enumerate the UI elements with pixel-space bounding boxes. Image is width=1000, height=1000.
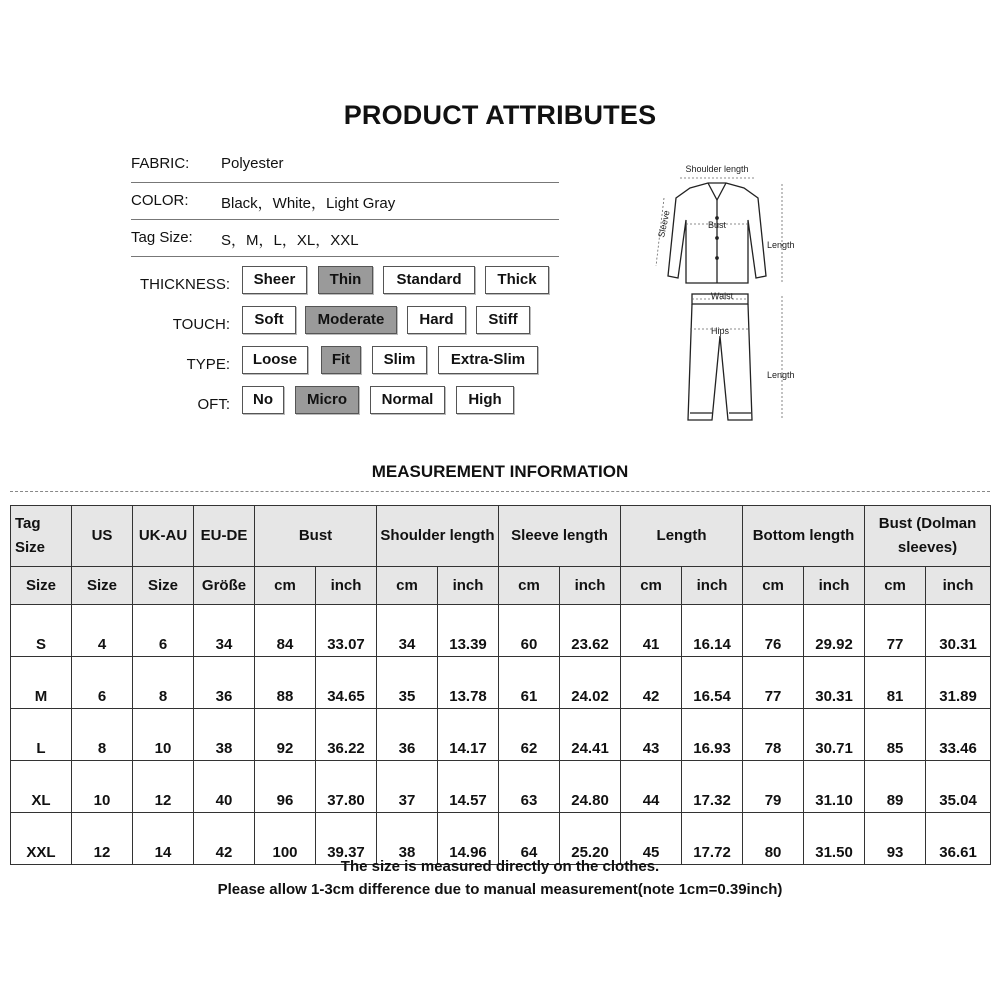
table-cell: 25.20	[560, 813, 621, 865]
table-cell: 39.37	[316, 813, 377, 865]
table-cell: 24.02	[560, 657, 621, 709]
header-cell: UK-AU	[133, 506, 194, 567]
sleeve-label: Sleeve	[656, 209, 672, 239]
table-cell: 16.93	[682, 709, 743, 761]
option-thick: Thick	[485, 266, 549, 294]
option-micro-selected: Micro	[295, 386, 359, 414]
subheader-cell: inch	[316, 567, 377, 605]
table-cell: 31.50	[804, 813, 865, 865]
table-cell: XL	[11, 761, 72, 813]
scale-label-touch: TOUCH:	[172, 316, 230, 333]
table-cell: 31.89	[926, 657, 991, 709]
scale-label-thickness: THICKNESS:	[139, 276, 230, 293]
header-cell: Length	[621, 506, 743, 567]
table-cell: 60	[499, 605, 560, 657]
waist-label: Waist	[710, 291, 734, 301]
table-cell: 85	[865, 709, 926, 761]
subheader-cell: Größe	[194, 567, 255, 605]
table-cell: 17.72	[682, 813, 743, 865]
table-cell: 30.71	[804, 709, 865, 761]
subheader-cell: Size	[72, 567, 133, 605]
table-cell: 79	[743, 761, 804, 813]
header-cell: Tag Size	[11, 506, 72, 567]
table-cell: 38	[194, 709, 255, 761]
table-cell: 33.07	[316, 605, 377, 657]
table-cell: 35	[377, 657, 438, 709]
subheader-cell: cm	[377, 567, 438, 605]
option-hard: Hard	[407, 306, 466, 334]
page-title: PRODUCT ATTRIBUTES	[343, 100, 657, 130]
table-cell: 4	[72, 605, 133, 657]
table-cell: 38	[377, 813, 438, 865]
scale-label-oft: OFT:	[197, 396, 230, 413]
table-body	[11, 605, 991, 865]
option-normal: Normal	[370, 386, 445, 414]
option-soft: Soft	[242, 306, 296, 334]
subheader-cell: inch	[438, 567, 499, 605]
size-table	[10, 505, 991, 865]
bust-label: Bust	[707, 220, 727, 230]
table-cell: 10	[133, 709, 194, 761]
option-fit-selected: Fit	[321, 346, 361, 374]
table-cell: 14.57	[438, 761, 499, 813]
table-cell: XXL	[11, 813, 72, 865]
option-loose: Loose	[242, 346, 308, 374]
table-cell: 33.46	[926, 709, 991, 761]
table-cell: 92	[255, 709, 316, 761]
table-cell: 45	[621, 813, 682, 865]
table-cell: 8	[133, 657, 194, 709]
table-cell: 30.31	[804, 657, 865, 709]
table-cell: 88	[255, 657, 316, 709]
table-cell: 77	[865, 605, 926, 657]
table-cell: 80	[743, 813, 804, 865]
table-cell: 64	[499, 813, 560, 865]
garment-measurement-diagram	[650, 158, 825, 433]
table-cell: 30.31	[926, 605, 991, 657]
table-row	[11, 709, 991, 761]
table-row	[11, 605, 991, 657]
option-no: No	[242, 386, 284, 414]
table-cell: 14.17	[438, 709, 499, 761]
table-cell: 14.96	[438, 813, 499, 865]
table-cell: 31.10	[804, 761, 865, 813]
subheader-cell: Size	[11, 567, 72, 605]
table-cell: 96	[255, 761, 316, 813]
table-cell: 34.65	[316, 657, 377, 709]
table-row	[11, 813, 991, 865]
option-high: High	[456, 386, 514, 414]
table-cell: 77	[743, 657, 804, 709]
table-cell: 43	[621, 709, 682, 761]
table-cell: 24.80	[560, 761, 621, 813]
table-cell: L	[11, 709, 72, 761]
option-sheer: Sheer	[242, 266, 307, 294]
attr-row-color	[131, 189, 559, 220]
table-cell: 61	[499, 657, 560, 709]
table-cell: 34	[194, 605, 255, 657]
table-cell: 14	[133, 813, 194, 865]
table-cell: 8	[72, 709, 133, 761]
table-cell: 81	[865, 657, 926, 709]
table-cell: 42	[194, 813, 255, 865]
attr-row-fabric	[131, 152, 559, 183]
subheader-cell: cm	[499, 567, 560, 605]
subheader-cell: inch	[682, 567, 743, 605]
table-cell: 13.78	[438, 657, 499, 709]
attr-row-tag-size	[131, 226, 559, 257]
table-cell: 100	[255, 813, 316, 865]
attr-value: S，M，L，XL，XXL	[221, 232, 359, 249]
table-cell: 12	[72, 813, 133, 865]
table-cell: 78	[743, 709, 804, 761]
table-cell: 63	[499, 761, 560, 813]
attr-label: COLOR:	[131, 192, 189, 209]
header-cell: Sleeve length	[499, 506, 621, 567]
attribute-scales	[100, 266, 560, 426]
subheader-cell: cm	[865, 567, 926, 605]
table-cell: 34	[377, 605, 438, 657]
table-cell: 16.14	[682, 605, 743, 657]
table-cell: M	[11, 657, 72, 709]
table-cell: 36	[194, 657, 255, 709]
subheader-cell: inch	[560, 567, 621, 605]
shoulder-length-label: Shoulder length	[685, 164, 749, 174]
subheader-cell: cm	[255, 567, 316, 605]
table-cell: 13.39	[438, 605, 499, 657]
header-cell: Bottom length	[743, 506, 865, 567]
table-cell: 40	[194, 761, 255, 813]
table-cell: 42	[621, 657, 682, 709]
option-thin-selected: Thin	[318, 266, 373, 294]
table-cell: 44	[621, 761, 682, 813]
attr-value: Black，White，Light Gray	[221, 195, 396, 212]
option-stiff: Stiff	[476, 306, 530, 334]
table-cell: 6	[133, 605, 194, 657]
table-row	[11, 657, 991, 709]
table-cell: 76	[743, 605, 804, 657]
measurement-title: MEASUREMENT INFORMATION	[371, 462, 629, 481]
attr-value: Polyester	[221, 155, 284, 172]
table-cell: 29.92	[804, 605, 865, 657]
table-cell: 17.32	[682, 761, 743, 813]
header-cell: Bust	[255, 506, 377, 567]
scale-label-type: TYPE:	[186, 356, 230, 373]
table-header-row	[11, 506, 991, 567]
table-cell: 84	[255, 605, 316, 657]
table-cell: S	[11, 605, 72, 657]
table-cell: 37	[377, 761, 438, 813]
table-subheader-row	[11, 567, 991, 605]
table-cell: 6	[72, 657, 133, 709]
table-cell: 36.22	[316, 709, 377, 761]
table-cell: 36	[377, 709, 438, 761]
table-row	[11, 761, 991, 813]
subheader-cell: inch	[804, 567, 865, 605]
header-cell: US	[72, 506, 133, 567]
table-cell: 41	[621, 605, 682, 657]
table-cell: 36.61	[926, 813, 991, 865]
top-length-label: Length	[767, 240, 795, 250]
attr-label: Tag Size:	[131, 229, 193, 246]
note-measured-on-clothes: The size is measured directly on the clothes.	[340, 858, 660, 875]
hips-label: Hips	[710, 326, 730, 336]
header-cell: Shoulder length	[377, 506, 499, 567]
subheader-cell: cm	[621, 567, 682, 605]
header-cell: EU-DE	[194, 506, 255, 567]
option-standard: Standard	[383, 266, 475, 294]
table-cell: 12	[133, 761, 194, 813]
option-extra-slim: Extra-Slim	[438, 346, 538, 374]
subheader-cell: inch	[926, 567, 991, 605]
table-cell: 37.80	[316, 761, 377, 813]
table-cell: 10	[72, 761, 133, 813]
table-cell: 89	[865, 761, 926, 813]
option-moderate-selected: Moderate	[305, 306, 397, 334]
dashed-divider	[10, 491, 990, 492]
pajama-pants-drawing	[688, 294, 752, 420]
table-cell: 93	[865, 813, 926, 865]
table-cell: 62	[499, 709, 560, 761]
subheader-cell: Size	[133, 567, 194, 605]
table-cell: 16.54	[682, 657, 743, 709]
pants-length-label: Length	[767, 370, 795, 380]
note-measurement-difference: Please allow 1-3cm difference due to manual measurement(note 1cm=0.39inch)	[217, 881, 783, 898]
header-cell: Bust (Dolman sleeves)	[865, 506, 991, 567]
table-cell: 23.62	[560, 605, 621, 657]
pajama-top-drawing	[668, 183, 766, 283]
table-cell: 35.04	[926, 761, 991, 813]
table-cell: 24.41	[560, 709, 621, 761]
option-slim: Slim	[372, 346, 427, 374]
attr-label: FABRIC:	[131, 155, 190, 172]
subheader-cell: cm	[743, 567, 804, 605]
